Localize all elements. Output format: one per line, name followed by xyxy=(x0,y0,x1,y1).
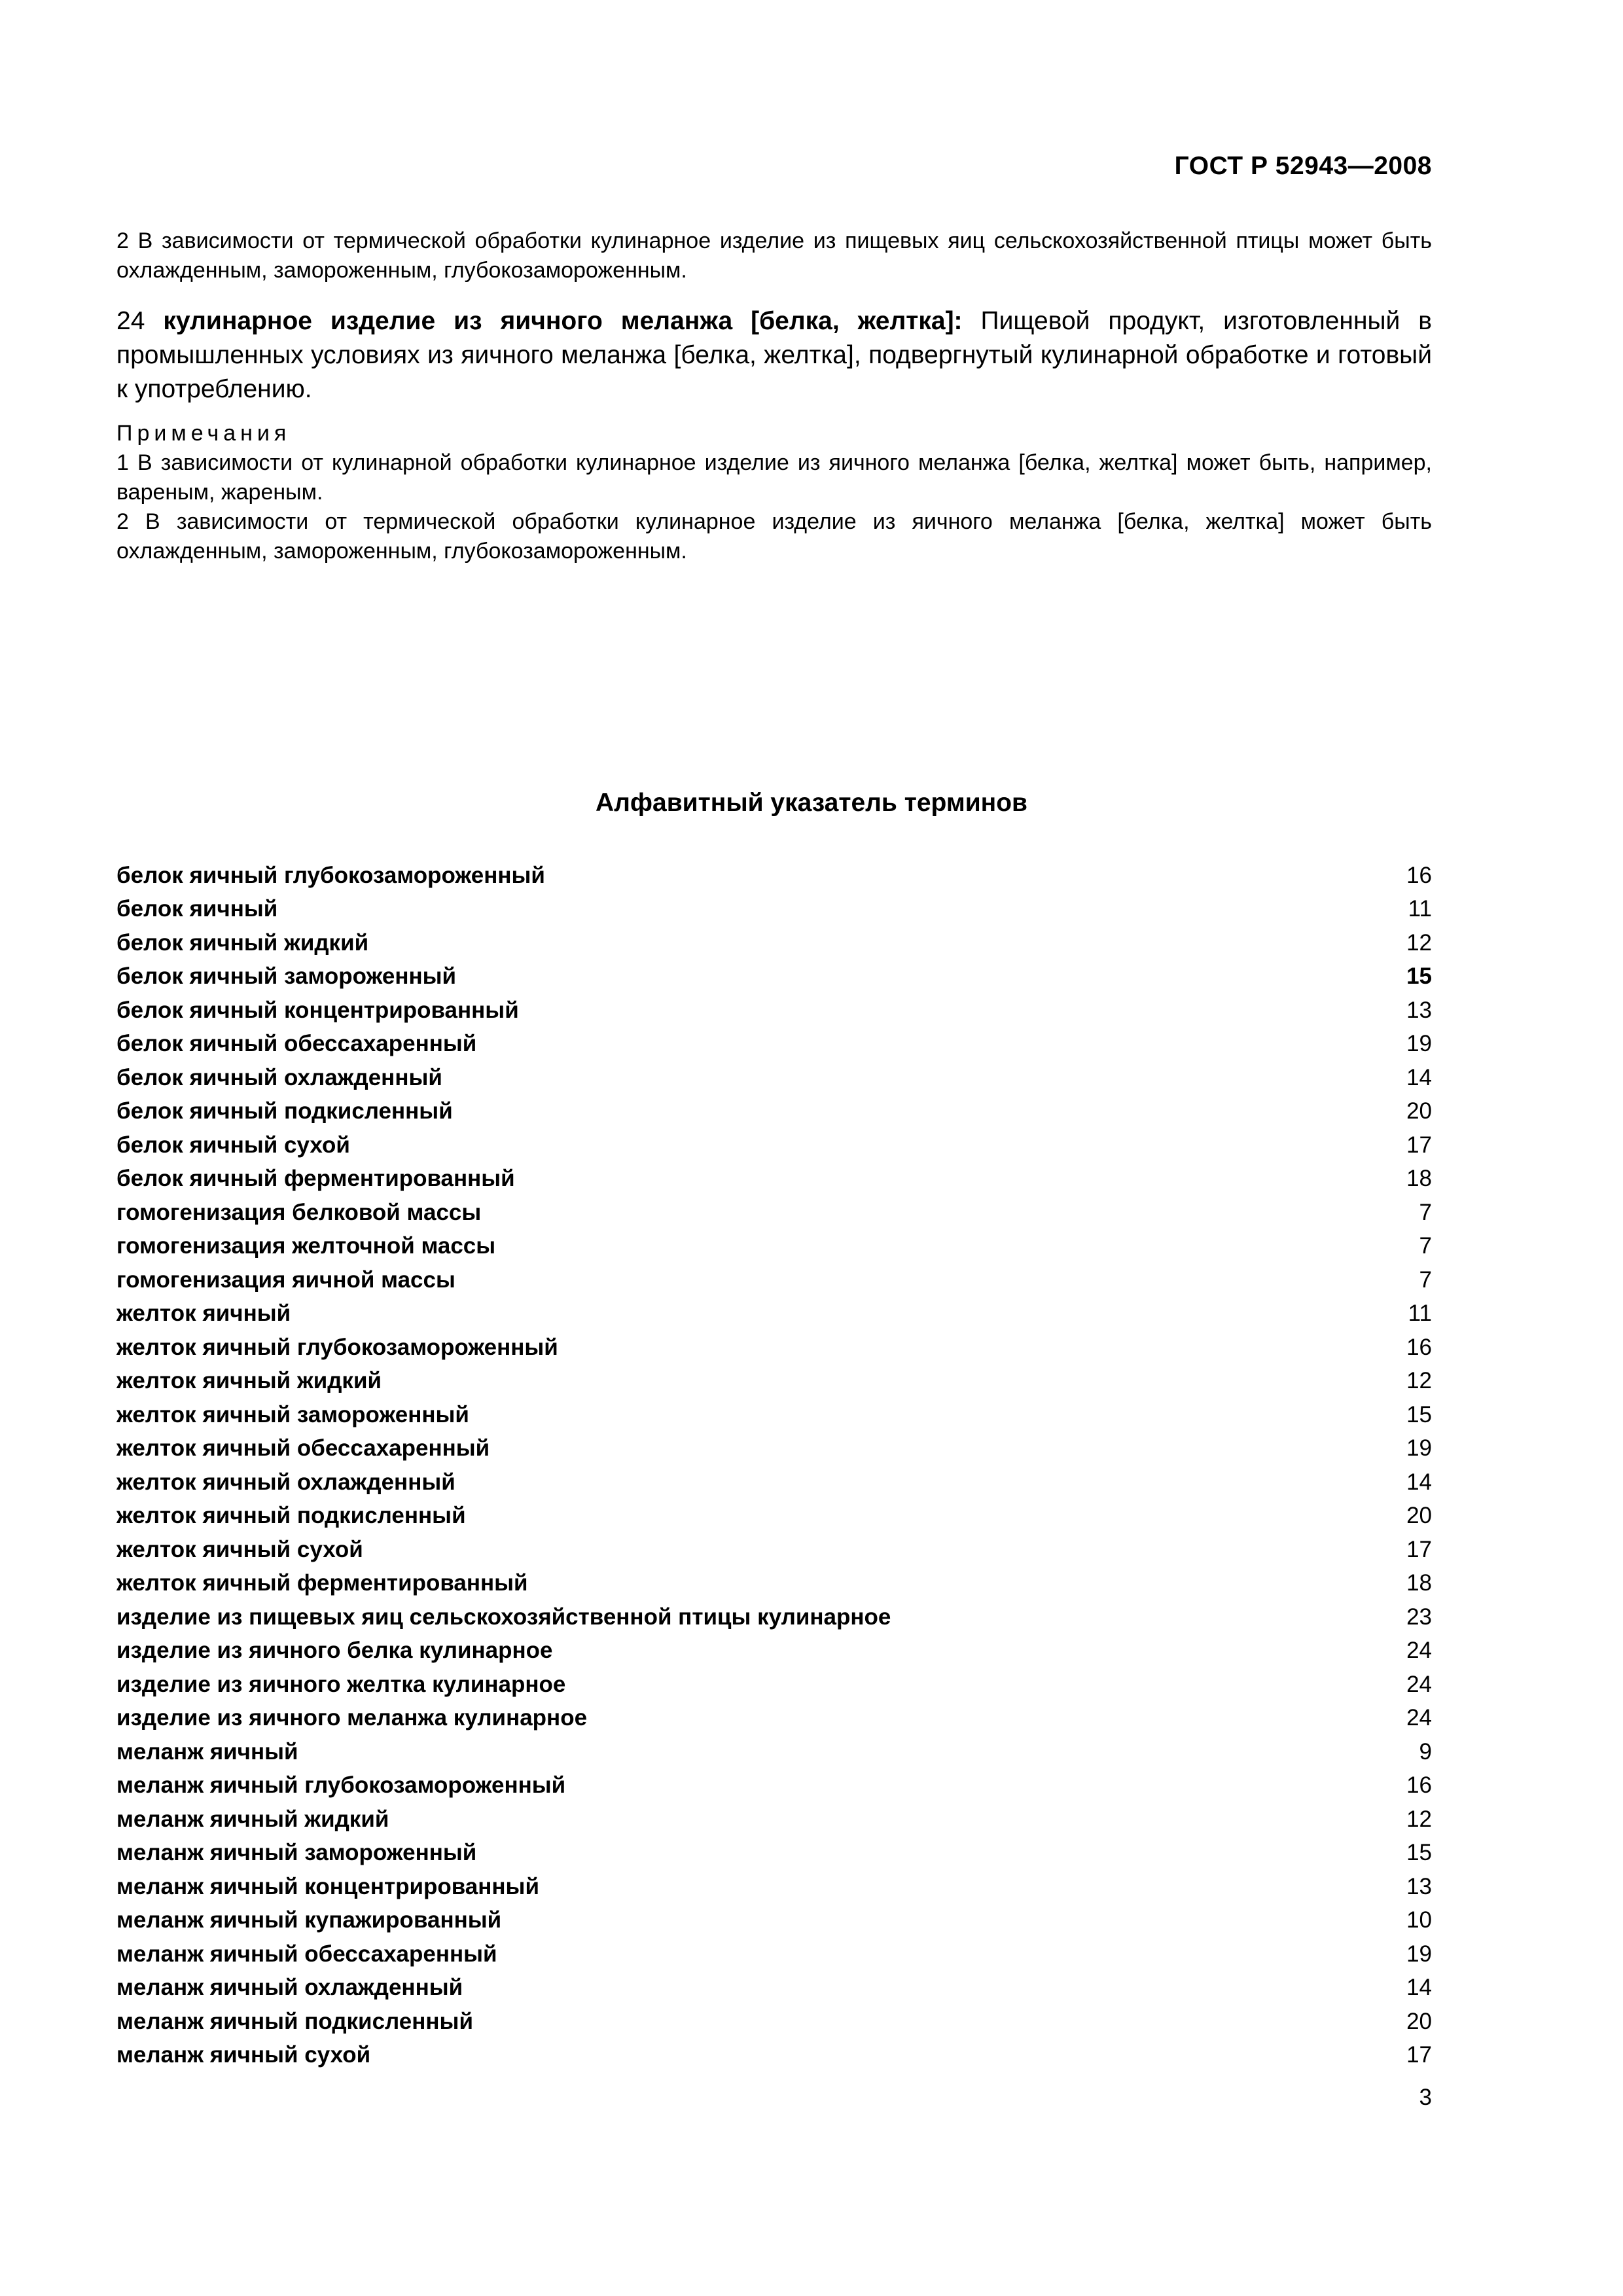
index-number: 20 xyxy=(1406,1503,1432,1529)
index-term: желток яичный замороженный xyxy=(116,1401,469,1427)
index-term: меланж яичный xyxy=(116,1738,298,1765)
index-term: белок яичный xyxy=(116,896,278,922)
index-number: 16 xyxy=(1406,1772,1432,1799)
index-number: 17 xyxy=(1406,1536,1432,1562)
index-term: гомогенизация желточной массы xyxy=(116,1233,496,1259)
index-term: желток яичный подкисленный xyxy=(116,1503,466,1529)
index-entry xyxy=(116,1196,1432,1230)
index-entry xyxy=(116,2005,1432,2039)
note-item: 2 В зависимости от термической обработки кулинарное изделие из яичного меланжа [белка, желтка] может быть охлажденным, замороженным, глубокозамороженным. xyxy=(116,509,1432,564)
index-entry xyxy=(116,1769,1432,1803)
index-term: желток яичный xyxy=(116,1300,291,1327)
index-term: белок яичный охлажденный xyxy=(116,1064,442,1090)
index-number: 19 xyxy=(1406,1941,1432,1967)
index-entry xyxy=(116,1297,1432,1331)
index-number: 16 xyxy=(1406,1334,1432,1360)
index-term: меланж яичный глубокозамороженный xyxy=(116,1772,566,1799)
index-number: 12 xyxy=(1406,1368,1432,1394)
index-term: белок яичный замороженный xyxy=(116,963,457,990)
notes-heading: Примечания xyxy=(116,421,291,446)
index-term: белок яичный сухой xyxy=(116,1132,350,1158)
index-term: меланж яичный обессахаренный xyxy=(116,1941,497,1967)
index-entry xyxy=(116,926,1432,960)
index-term: меланж яичный подкисленный xyxy=(116,2008,473,2034)
index-entry xyxy=(116,1365,1432,1399)
index-number: 24 xyxy=(1406,1671,1432,1697)
index-number: 15 xyxy=(1406,1840,1432,1866)
index-number: 15 xyxy=(1406,963,1432,990)
definition-text: Пищевой продукт, изготовленный в промышленных условиях из яичного меланжа [белка, желтка], подвергнутый кулинарной обработке и готовый к употреблению. xyxy=(116,307,1433,403)
index-entry xyxy=(116,1028,1432,1062)
index-number: 17 xyxy=(1406,2042,1432,2068)
index-number: 23 xyxy=(1406,1604,1432,1630)
note-item: 1 В зависимости от кулинарной обработки кулинарное изделие из яичного меланжа [белка, желтка] может быть, например, вареным, жареным. xyxy=(116,450,1432,505)
index-entry xyxy=(116,1061,1432,1095)
index-number: 20 xyxy=(1406,1098,1432,1124)
index-number: 7 xyxy=(1419,1266,1432,1293)
index-number: 12 xyxy=(1406,1806,1432,1832)
index-entry xyxy=(116,1128,1432,1162)
index-number: 7 xyxy=(1419,1199,1432,1225)
index-number: 24 xyxy=(1406,1705,1432,1731)
index-number: 16 xyxy=(1406,862,1432,888)
index-number: 10 xyxy=(1406,1907,1432,1933)
index-number: 14 xyxy=(1406,1975,1432,2001)
index-number: 11 xyxy=(1408,896,1432,922)
index-number: 14 xyxy=(1406,1064,1432,1090)
index-number: 7 xyxy=(1419,1233,1432,1259)
index-entry xyxy=(116,1398,1432,1432)
index-term: белок яичный ферментированный xyxy=(116,1166,515,1192)
index-term: желток яичный обессахаренный xyxy=(116,1435,490,1462)
index-number: 18 xyxy=(1406,1570,1432,1596)
index-term: изделие из пищевых яиц сельскохозяйственной птицы кулинарное xyxy=(116,1604,891,1630)
definition-24 xyxy=(116,304,1432,406)
top-note xyxy=(116,226,1432,285)
index-entry xyxy=(116,2039,1432,2073)
index-entry xyxy=(116,1095,1432,1129)
index-entry xyxy=(116,1803,1432,1837)
index-entry xyxy=(116,1837,1432,1871)
index-number: 24 xyxy=(1406,1638,1432,1664)
index-term: гомогенизация белковой массы xyxy=(116,1199,482,1225)
index-entry xyxy=(116,1904,1432,1938)
index-term: меланж яичный купажированный xyxy=(116,1907,502,1933)
index-number: 18 xyxy=(1406,1166,1432,1192)
index-title: Алфавитный указатель терминов xyxy=(595,789,1028,817)
index-entry xyxy=(116,1600,1432,1634)
index-entry xyxy=(116,960,1432,994)
index-term: белок яичный обессахаренный xyxy=(116,1031,477,1057)
definition-term: кулинарное изделие из яичного меланжа [белка, желтка]: xyxy=(163,307,963,335)
index-entry xyxy=(116,1668,1432,1702)
index-number: 19 xyxy=(1406,1435,1432,1462)
index-entry xyxy=(116,1331,1432,1365)
index-number: 20 xyxy=(1406,2008,1432,2034)
index-entry xyxy=(116,1499,1432,1534)
index-term: гомогенизация яичной массы xyxy=(116,1266,455,1293)
index-number: 19 xyxy=(1406,1031,1432,1057)
index-term: желток яичный ферментированный xyxy=(116,1570,528,1596)
index-number: 11 xyxy=(1408,1300,1432,1327)
index-entry xyxy=(116,1870,1432,1904)
index-term: желток яичный сухой xyxy=(116,1536,363,1562)
index-term: белок яичный глубокозамороженный xyxy=(116,862,545,888)
index-entry xyxy=(116,893,1432,927)
index-number: 17 xyxy=(1406,1132,1432,1158)
index-entry xyxy=(116,859,1432,893)
page-number: 3 xyxy=(1419,2085,1432,2110)
index-entry xyxy=(116,1230,1432,1264)
index-entry xyxy=(116,1533,1432,1567)
index-entry xyxy=(116,1465,1432,1499)
definition-number: 24 xyxy=(116,307,145,335)
index-term: желток яичный глубокозамороженный xyxy=(116,1334,558,1360)
index-term: меланж яичный концентрированный xyxy=(116,1873,539,1899)
index-entry xyxy=(116,1702,1432,1736)
index-number: 13 xyxy=(1406,997,1432,1023)
index-term: белок яичный концентрированный xyxy=(116,997,519,1023)
index-number: 9 xyxy=(1419,1738,1432,1765)
index-term: желток яичный охлажденный xyxy=(116,1469,455,1495)
index-term: изделие из яичного желтка кулинарное xyxy=(116,1671,566,1697)
index-entry xyxy=(116,1634,1432,1668)
notes-block xyxy=(116,419,1432,566)
index-entry xyxy=(116,1567,1432,1601)
index-entry xyxy=(116,1735,1432,1769)
index-entry xyxy=(116,1263,1432,1297)
index-number: 15 xyxy=(1406,1401,1432,1427)
index-term: изделие из яичного меланжа кулинарное xyxy=(116,1705,588,1731)
index-term: белок яичный жидкий xyxy=(116,929,369,956)
document-id: ГОСТ Р 52943—2008 xyxy=(1174,152,1432,180)
index-term: белок яичный подкисленный xyxy=(116,1098,453,1124)
index-number: 12 xyxy=(1406,929,1432,956)
index-entry xyxy=(116,1432,1432,1466)
index-term: изделие из яичного белка кулинарное xyxy=(116,1638,553,1664)
index-term: меланж яичный замороженный xyxy=(116,1840,477,1866)
index-entry xyxy=(116,1937,1432,1971)
index-term: меланж яичный сухой xyxy=(116,2042,371,2068)
index-entry xyxy=(116,1162,1432,1196)
index-number: 13 xyxy=(1406,1873,1432,1899)
index-term: меланж яичный жидкий xyxy=(116,1806,389,1832)
index-term: меланж яичный охлажденный xyxy=(116,1975,463,2001)
index-number: 14 xyxy=(1406,1469,1432,1495)
index-list xyxy=(116,859,1432,2072)
index-term: желток яичный жидкий xyxy=(116,1368,382,1394)
index-entry xyxy=(116,1971,1432,2005)
index-entry xyxy=(116,994,1432,1028)
top-note-text: 2 В зависимости от термической обработки кулинарное изделие из пищевых яиц сельскохозяйственной птицы может быть охлажденным, замороженным, глубокозамороженным. xyxy=(116,228,1432,283)
